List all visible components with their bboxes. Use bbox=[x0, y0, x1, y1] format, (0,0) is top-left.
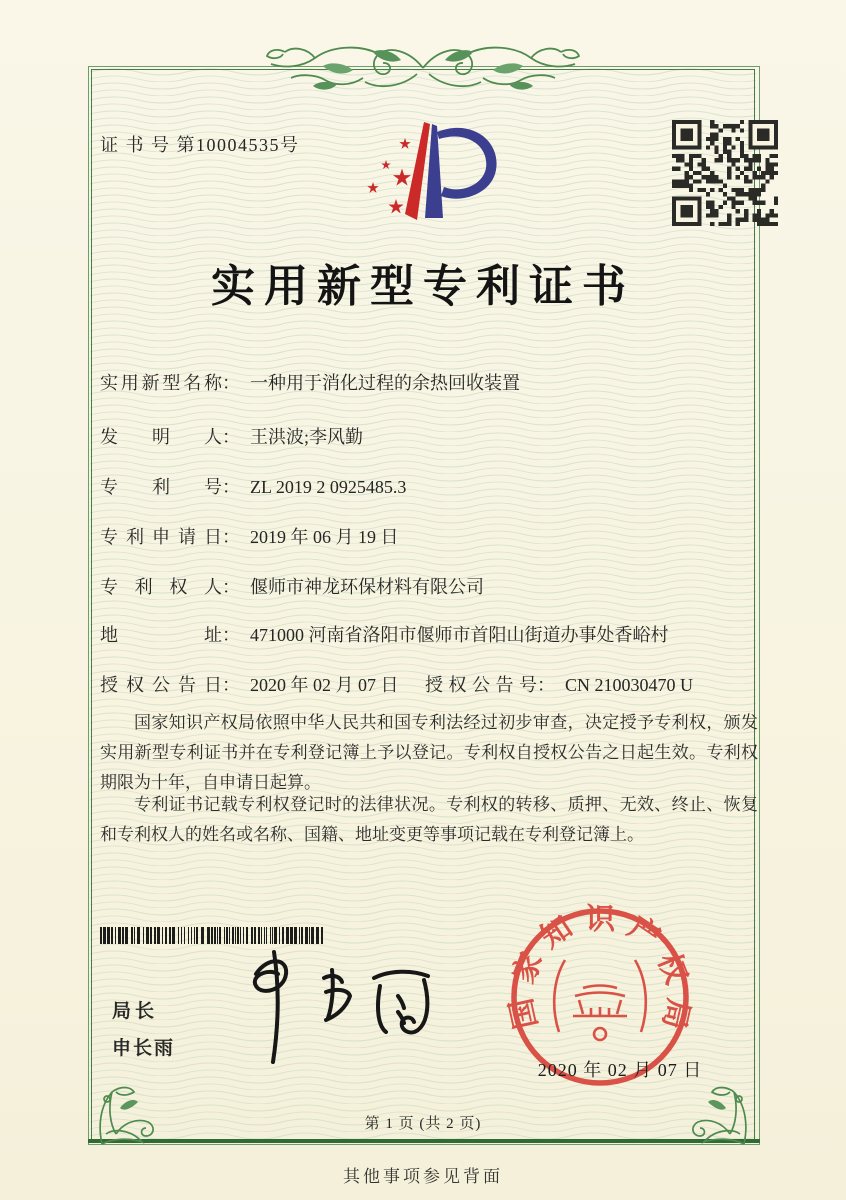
field-label: 专利权人 bbox=[100, 577, 222, 597]
legal-paragraph-2: 专利证书记载专利权登记时的法律状况。专利权的转移、质押、无效、终止、恢复和专利权人的姓名或名称、国籍、地址变更等事项记载在专利登记簿上。 bbox=[100, 795, 758, 844]
qr-code bbox=[672, 120, 778, 231]
field-row-address bbox=[100, 621, 758, 647]
field-value: 偃师市神龙环保材料有限公司 bbox=[250, 577, 484, 597]
colon: ： bbox=[222, 427, 240, 447]
grant-no-group bbox=[425, 671, 693, 697]
field-value: ZL 2019 2 0925485.3 bbox=[250, 477, 407, 497]
field-value: 2019 年 06 月 19 日 bbox=[250, 527, 399, 547]
field-row-grant bbox=[100, 671, 758, 697]
colon: ： bbox=[222, 625, 240, 645]
field-row-patent-no bbox=[100, 473, 758, 499]
colon: ： bbox=[537, 675, 555, 695]
colon: ： bbox=[222, 675, 240, 695]
grant-date-value: 2020 年 02 月 07 日 bbox=[250, 675, 399, 695]
signer-printed-name: 申长雨 bbox=[112, 1038, 176, 1059]
grant-no-label: 授权公告号 bbox=[425, 675, 537, 695]
field-label: 实用新型名称 bbox=[100, 373, 222, 393]
certificate-number: 证 书 号 第10004535号 bbox=[100, 135, 300, 155]
field-row-name bbox=[100, 369, 758, 395]
tiananmen-glyph bbox=[554, 960, 646, 1040]
cnipa-logo-icon bbox=[345, 108, 520, 236]
colon: ： bbox=[222, 477, 240, 497]
signer-role: 局长 bbox=[112, 1001, 159, 1022]
field-label: 地址 bbox=[100, 625, 222, 645]
top-flourish-ornament bbox=[263, 36, 583, 100]
seal-date: 2020 年 02 月 07 日 bbox=[537, 1060, 703, 1080]
field-value: 471000 河南省洛阳市偃师市首阳山街道办事处香峪村 bbox=[250, 625, 669, 645]
field-label: 发明人 bbox=[100, 427, 222, 447]
border-frame-bottom-rule bbox=[88, 1139, 760, 1143]
page-number: 第 1 页 (共 2 页) bbox=[364, 1116, 482, 1132]
field-label: 专利号 bbox=[100, 477, 222, 497]
field-row-inventor bbox=[100, 423, 758, 449]
grant-no-value: CN 210030470 U bbox=[565, 675, 694, 695]
field-label: 专利申请日 bbox=[100, 527, 222, 547]
colon: ： bbox=[222, 577, 240, 597]
certificate-title: 实用新型专利证书 bbox=[211, 262, 635, 311]
legal-paragraph-1: 国家知识产权局依照中华人民共和国专利法经过初步审查，决定授予专利权，颁发实用新型专利证书并在专利登记簿上予以登记。专利权自授权公告之日起生效。专利权期限为十年，自申请日起算。 bbox=[100, 713, 758, 792]
director-signature-handwriting bbox=[228, 944, 453, 1069]
field-value: 王洪波;李风勤 bbox=[250, 427, 364, 447]
back-side-note: 其他事项参见背面 bbox=[343, 1167, 503, 1186]
field-row-patentee bbox=[100, 573, 758, 599]
colon: ： bbox=[222, 527, 240, 547]
field-row-filing-date bbox=[100, 523, 758, 549]
seal-agency-text: 国家知识产权局 bbox=[505, 902, 695, 1033]
grant-date-label: 授权公告日 bbox=[100, 675, 222, 695]
field-value: 一种用于消化过程的余热回收装置 bbox=[250, 373, 520, 393]
colon: ： bbox=[222, 373, 240, 393]
